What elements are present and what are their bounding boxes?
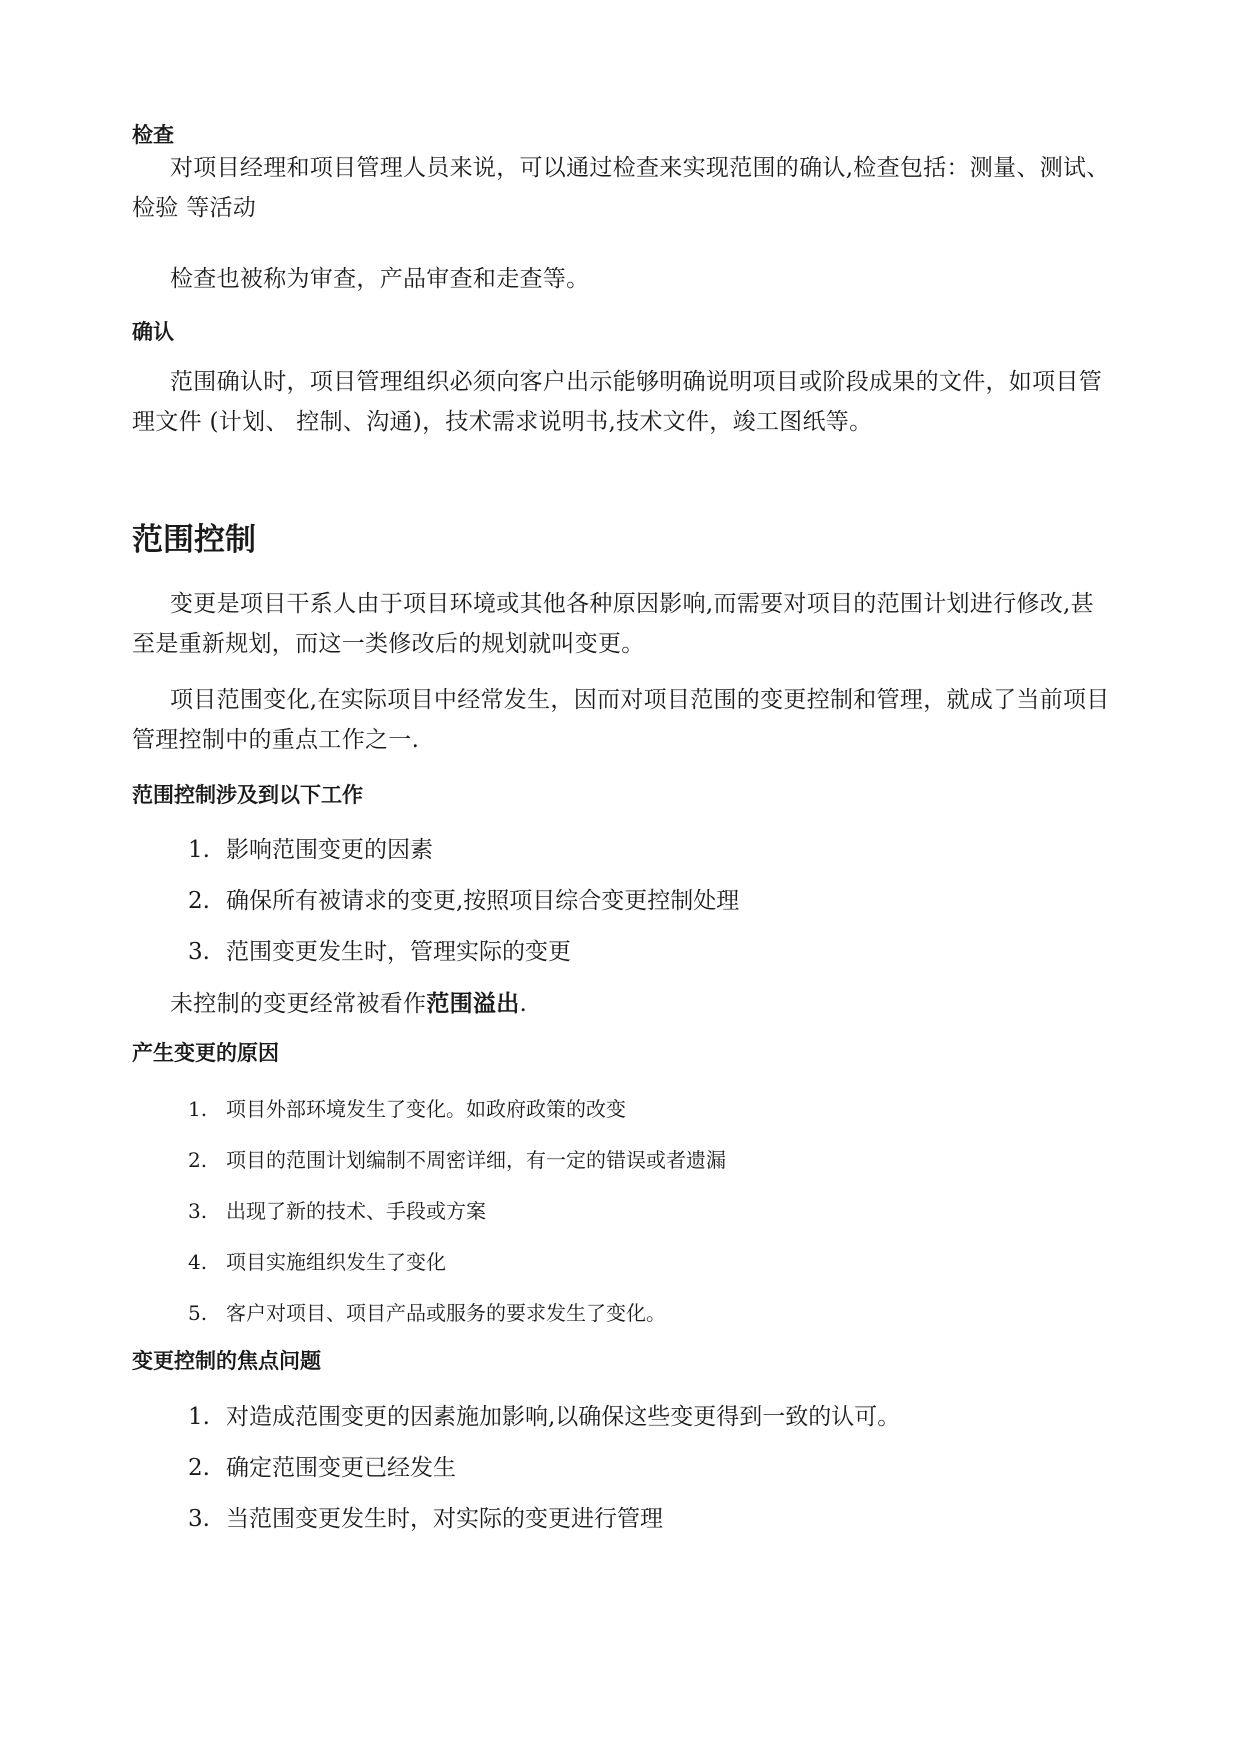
list-item — [188, 1245, 446, 1279]
list-text: 项目实施组织发生了变化 — [226, 1250, 446, 1274]
list-number: 3. — [188, 1199, 208, 1223]
list-item — [188, 1451, 456, 1485]
scope-creep-note-suffix: . — [519, 991, 528, 1017]
list-item — [188, 1143, 726, 1177]
list-text: 项目的范围计划编制不周密详细，有一定的错误或者遗漏 — [226, 1148, 726, 1172]
list-number: 1. — [188, 1097, 208, 1121]
list-item — [188, 1296, 666, 1330]
change-focus-heading: 变更控制的焦点问题 — [132, 1349, 321, 1373]
scope-control-heading: 范围控制 — [132, 522, 256, 558]
inspection-paragraph-2: 检查也被称为审查，产品审查和走查等。 — [170, 266, 590, 292]
list-number: 1. — [188, 837, 210, 863]
list-number: 5. — [188, 1301, 208, 1325]
list-item — [188, 1092, 626, 1126]
list-text: 确保所有被请求的变更,按照项目综合变更控制处理 — [226, 888, 740, 914]
list-text: 当范围变更发生时，对实际的变更进行管理 — [226, 1506, 663, 1532]
list-item — [188, 1400, 900, 1434]
list-item — [188, 935, 571, 969]
list-item — [188, 1502, 663, 1536]
list-text: 影响范围变更的因素 — [226, 837, 433, 863]
list-number: 3. — [188, 1506, 210, 1532]
scope-creep-note — [132, 984, 1117, 1024]
list-number: 3. — [188, 939, 210, 965]
change-causes-heading: 产生变更的原因 — [132, 1041, 279, 1065]
list-text: 出现了新的技术、手段或方案 — [226, 1199, 486, 1223]
scope-control-paragraph-2: 项目范围变化,在实际项目中经常发生，因而对项目范围的变更控制和管理，就成了当前项目管理控制中的重点工作之一. — [132, 687, 1110, 753]
list-item — [188, 1194, 486, 1228]
scope-creep-term: 范围溢出 — [426, 991, 520, 1017]
list-number: 2. — [188, 1148, 208, 1172]
list-text: 对造成范围变更的因素施加影响,以确保这些变更得到一致的认可。 — [226, 1404, 901, 1430]
confirmation-paragraph: 范围确认时，项目管理组织必须向客户出示能够明确说明项目或阶段成果的文件，如项目管理文件 (计划、 控制、沟通)，技术需求说明书,技术文件，竣工图纸等。 — [132, 369, 1102, 435]
list-text: 确定范围变更已经发生 — [226, 1455, 456, 1481]
list-text: 项目外部环境发生了变化。如政府政策的改变 — [226, 1097, 626, 1121]
list-text: 范围变更发生时，管理实际的变更 — [226, 939, 571, 965]
list-number: 1. — [188, 1404, 210, 1430]
scope-control-paragraph-1: 变更是项目干系人由于项目环境或其他各种原因影响,而需要对项目的范围计划进行修改,甚至是重新规划，而这一类修改后的规划就叫变更。 — [132, 591, 1094, 657]
inspection-heading: 检查 — [132, 123, 174, 147]
list-item — [188, 833, 433, 867]
inspection-paragraph-1: 对项目经理和项目管理人员来说，可以通过检查来实现范围的确认,检查包括：测量、测试、 检验 等活动 — [132, 155, 1110, 221]
scope-creep-note-prefix: 未控制的变更经常被看作 — [170, 991, 427, 1017]
list-number: 2. — [188, 888, 210, 914]
list-number: 2. — [188, 1455, 210, 1481]
list-text: 客户对项目、项目产品或服务的要求发生了变化。 — [226, 1301, 666, 1325]
scope-work-heading: 范围控制涉及到以下工作 — [132, 783, 363, 807]
list-number: 4. — [188, 1250, 208, 1274]
confirmation-heading: 确认 — [132, 320, 174, 344]
list-item — [188, 884, 739, 918]
